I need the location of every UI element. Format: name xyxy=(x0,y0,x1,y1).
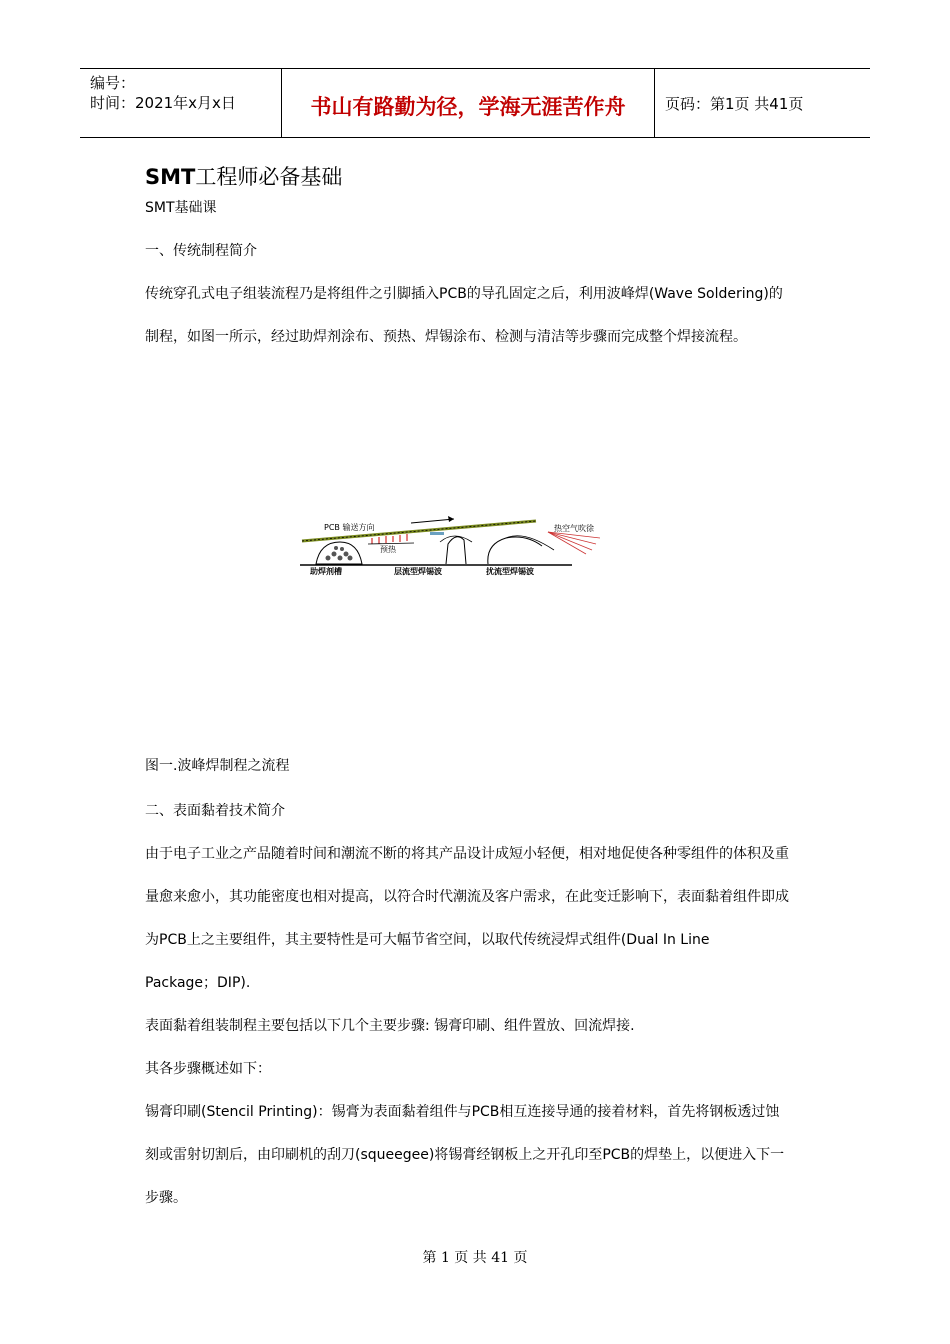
direction-arrow xyxy=(411,519,454,523)
conveyor-label: PCB 输送方向 xyxy=(324,523,375,532)
footer-page-number: 第 1 页 共 41 页 xyxy=(422,1250,528,1266)
title-rest: 工程师必备基础 xyxy=(195,165,343,189)
section2-p3: 其各步骤概述如下： xyxy=(145,1061,271,1077)
section2-p1-line4: Package；DIP). xyxy=(145,975,251,991)
section2-p1-line1: 由于电子工业之产品随着时间和潮流不断的将其产品设计成短小轻便，相对地促使各种零组件的体积及重 xyxy=(145,846,789,862)
wave-soldering-figure xyxy=(296,514,616,576)
flux-tank xyxy=(316,542,362,564)
header-table xyxy=(80,68,870,138)
nozzle xyxy=(430,532,444,535)
section1-paragraph-line2: 制程，如图一所示，经过助焊剂涂布、预热、焊锡涂布、检测与清洁等步骤而完成整个焊接流程。 xyxy=(145,329,747,345)
section2-p1-line2: 量愈来愈小，其功能密度也相对提高，以符合时代潮流及客户需求，在此变迁影响下，表面黏着组件即成 xyxy=(145,889,789,905)
section2-p4-line1: 锡膏印刷(Stencil Printing)：锡膏为表面黏着组件与PCB相互连接导通的接着材料，首先将钢板透过蚀 xyxy=(145,1104,780,1120)
preheat-label: 预热 xyxy=(380,545,396,554)
date-label: 时间：2021年x月x日 xyxy=(90,94,236,112)
section2-p2: 表面黏着组装制程主要包括以下几个主要步骤: 锡膏印刷、组件置放、回流焊接. xyxy=(145,1018,635,1034)
laminar-wave xyxy=(446,537,466,564)
subtitle: SMT基础课 xyxy=(145,200,217,216)
section1-paragraph-line1: 传统穿孔式电子组装流程乃是将组件之引脚插入PCB的导孔固定之后，利用波峰焊(Wave Soldering)的 xyxy=(145,286,783,302)
wave1-label: 层流型焊锡波 xyxy=(394,567,442,576)
section2-p4-line2: 刻或雷射切割后，由印刷机的刮刀(squeegee)将锡膏经钢板上之开孔印至PCB的焊垫上，以便进入下一 xyxy=(145,1147,785,1163)
header-meta xyxy=(80,69,282,137)
section2-p4-line3: 步骤。 xyxy=(145,1190,187,1206)
number-label: 编号： xyxy=(90,74,136,92)
section2-p1-line3: 为PCB上之主要组件，其主要特性是可大幅节省空间，以取代传统浸焊式组件(Dual In Line xyxy=(145,932,710,948)
flux-label: 助焊剂槽 xyxy=(310,567,342,576)
header-page-label: 页码：第1页 共41页 xyxy=(665,95,804,113)
wave2-label: 扰流型焊锡波 xyxy=(486,567,534,576)
page-title xyxy=(145,161,342,191)
title-bold: SMT xyxy=(145,165,196,189)
hot-air-label: 热空气吹徐 xyxy=(554,524,594,533)
section2-heading: 二、表面黏着技术简介 xyxy=(145,803,285,819)
header-motto: 书山有路勤为径，学海无涯苦作舟 xyxy=(282,69,655,137)
figure-caption: 图一.波峰焊制程之流程 xyxy=(145,758,290,774)
turbulent-wave xyxy=(488,537,542,564)
hot-air-jets xyxy=(548,532,600,554)
section1-heading: 一、传统制程简介 xyxy=(145,243,257,259)
